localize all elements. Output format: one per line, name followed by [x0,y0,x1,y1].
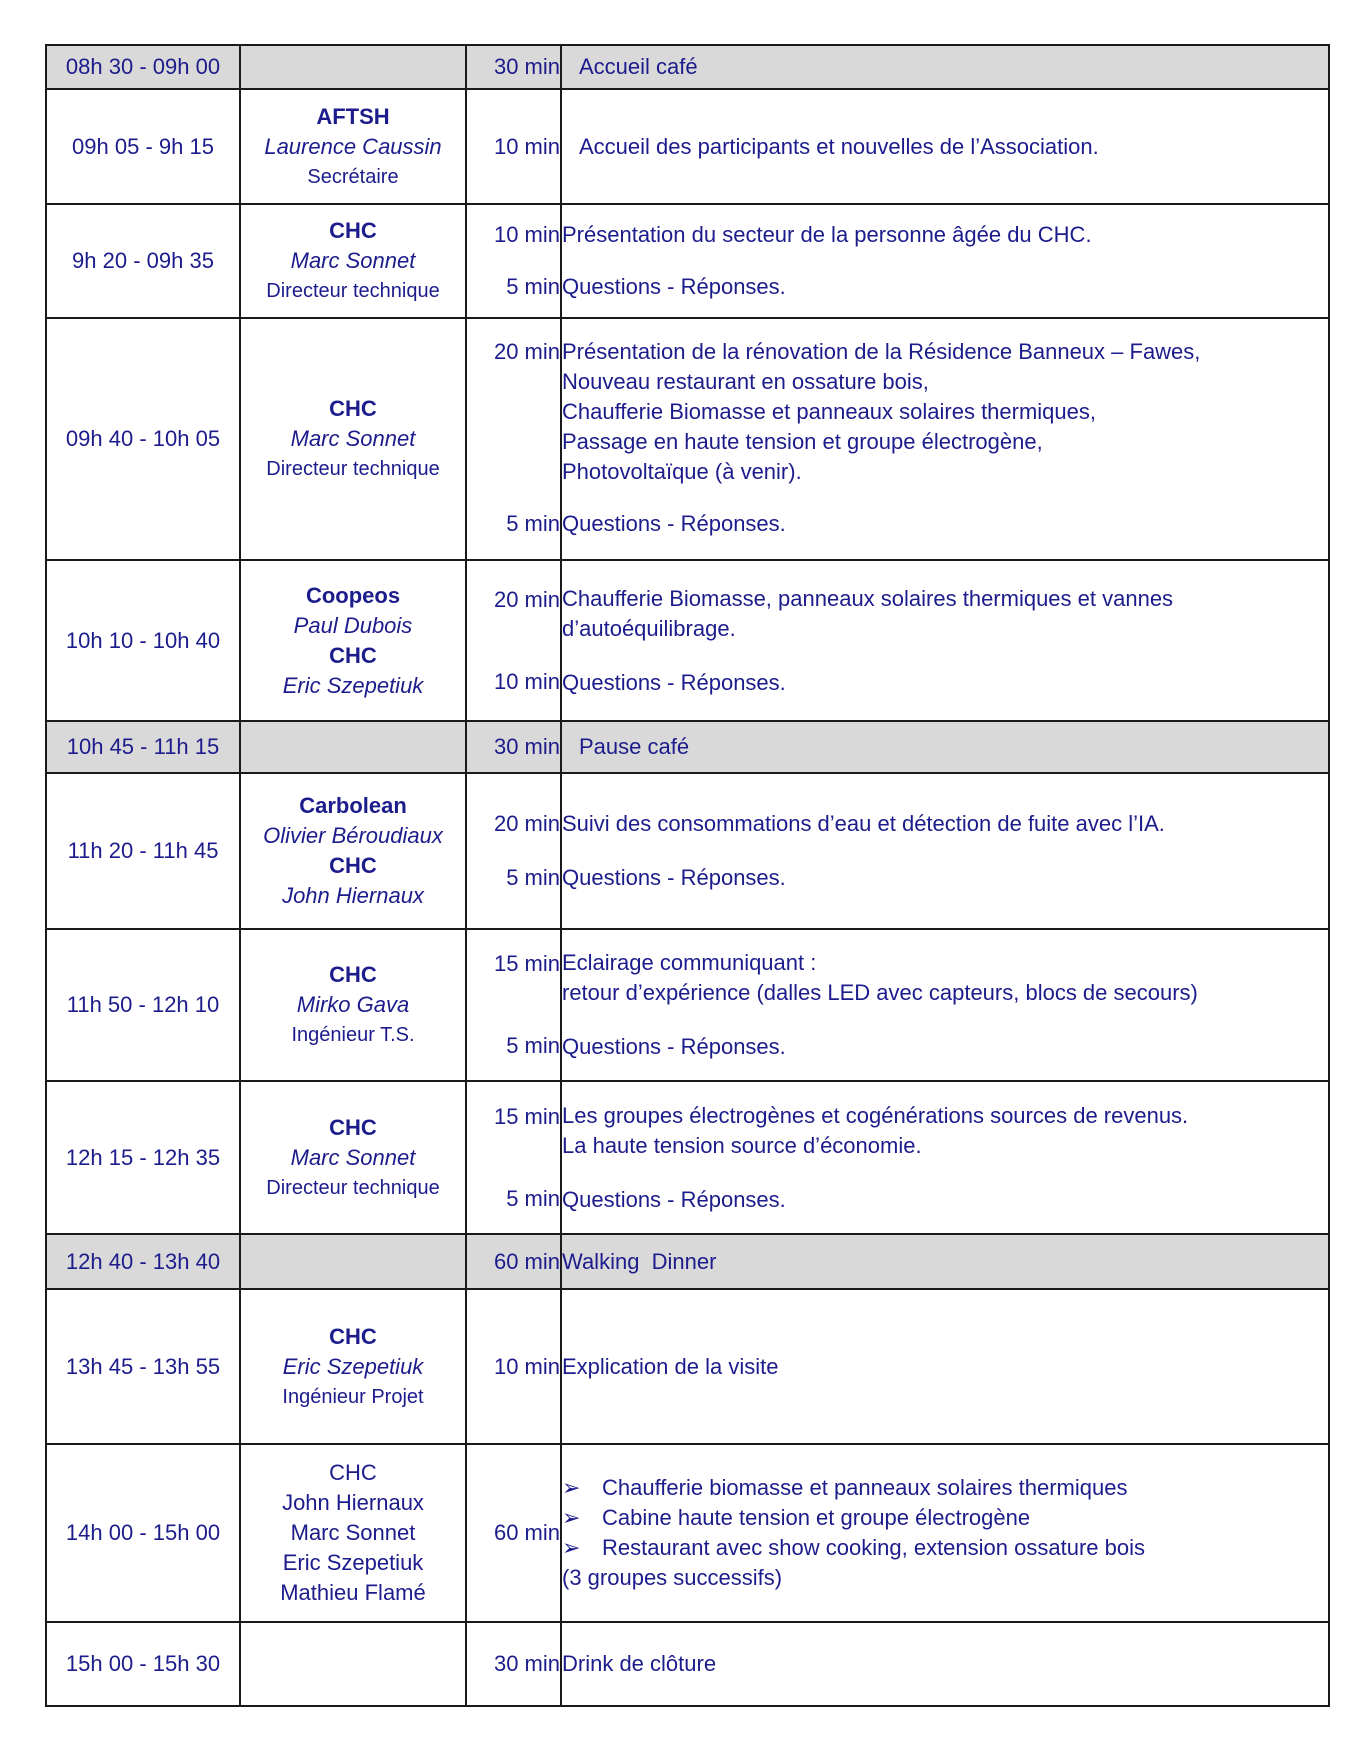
speaker-name: Marc Sonnet [290,248,416,273]
activity-text: Suivi des consommations d’eau et détection de fuite avec l’IA. [562,811,1165,836]
duration-value: 5 min [506,511,560,536]
bullet-item: ➢ Restaurant avec show cooking, extension ossature bois [562,1533,1328,1563]
activity-line: Passage en haute tension et groupe électrogène, [562,429,1043,454]
speaker-name: Eric Szepetiuk [282,672,424,698]
activity-text: Questions - Réponses. [562,274,786,299]
time-cell: 10h 45 - 11h 15 [46,721,240,773]
speaker-name: Paul Dubois [293,612,413,638]
speaker-cell [240,560,466,721]
duration-cell [466,204,561,318]
bullet-item: ➢ Chaufferie biomasse et panneaux solaires thermiques [562,1473,1328,1503]
agenda-row [46,1081,1329,1234]
activity-cell [561,560,1329,721]
speaker-cell [240,1444,466,1622]
time-cell: 09h 40 - 10h 05 [46,318,240,560]
agenda-row [46,721,1329,773]
speaker-name: Eric Szepetiuk [282,1550,424,1575]
speaker-org: CHC [329,1323,377,1349]
speaker-role: Secrétaire [307,165,399,188]
speaker-role: Ingénieur Projet [282,1385,424,1408]
speaker-org: CHC [329,642,377,668]
duration-cell: 30 min [466,721,561,773]
agenda-row [46,1622,1329,1706]
time-cell: 10h 10 - 10h 40 [46,560,240,721]
arrow-bullet-icon: ➢ [562,1505,581,1530]
duration-value: 15 min [493,1103,560,1129]
activity-cell [561,773,1329,929]
speaker-org: CHC [329,218,377,243]
activity-text: Questions - Réponses. [562,865,786,890]
duration-cell [466,560,561,721]
activity-line: Eclairage communiquant : [562,950,817,975]
activity-text: Questions - Réponses. [562,1034,786,1059]
speaker-name: Marc Sonnet [290,1520,416,1545]
agenda-row [46,1234,1329,1289]
duration-cell: 30 min [466,1622,561,1706]
speaker-role: Ingénieur T.S. [291,1024,415,1046]
agenda-row [46,204,1329,318]
speaker-org: AFTSH [316,103,390,129]
speaker-org: Coopeos [305,582,401,608]
duration-cell [466,318,561,560]
activity-text: Questions - Réponses. [562,1186,786,1212]
speaker-role: Directeur technique [266,280,440,302]
agenda-row [46,45,1329,89]
speaker-org: Carbolean [299,793,407,818]
activity-line: La haute tension source d’économie. [562,1132,922,1158]
duration-cell [466,1081,561,1234]
agenda-row [46,318,1329,560]
duration-value: 5 min [506,274,560,299]
activity-line: Photovoltaïque (à venir). [562,459,802,484]
speaker-cell [240,721,466,773]
speaker-cell [240,929,466,1081]
speaker-cell [240,89,466,204]
duration-cell: 10 min [466,89,561,204]
speaker-cell [240,45,466,89]
time-cell: 12h 15 - 12h 35 [46,1081,240,1234]
activity-line: Nouveau restaurant en ossature bois, [562,369,929,394]
speaker-name: Olivier Béroudiaux [263,823,443,848]
speaker-role: Directeur technique [266,1176,440,1199]
duration-value: 5 min [506,865,560,890]
duration-cell: 60 min [466,1444,561,1622]
speaker-cell [240,1234,466,1289]
activity-line: d’autoéquilibrage. [562,615,736,641]
agenda-row [46,929,1329,1081]
activity-cell: Pause café [561,721,1329,773]
activity-line: Chaufferie Biomasse et panneaux solaires thermiques, [562,399,1097,424]
agenda-row [46,560,1329,721]
speaker-name: Mathieu Flamé [280,1580,426,1605]
time-cell: 11h 20 - 11h 45 [46,773,240,929]
speaker-cell [240,773,466,929]
duration-value: 5 min [506,1185,560,1211]
speaker-org: CHC [329,962,377,987]
agenda-row [46,1289,1329,1444]
speaker-name: Laurence Caussin [264,133,442,159]
activity-cell: Walking Dinner [561,1234,1329,1289]
activity-cell: Accueil des participants et nouvelles de l’Association. [561,89,1329,204]
duration-value: 5 min [506,1033,560,1058]
activity-text: Questions - Réponses. [562,669,786,695]
speaker-cell [240,1289,466,1444]
speaker-cell [240,204,466,318]
activity-line: Chaufferie Biomasse, panneaux solaires thermiques et vannes [562,585,1174,611]
speaker-role: Directeur technique [266,458,440,480]
duration-cell [466,773,561,929]
time-cell: 14h 00 - 15h 00 [46,1444,240,1622]
agenda-row [46,773,1329,929]
duration-value: 20 min [493,339,560,364]
speaker-name: Marc Sonnet [290,1144,416,1170]
speaker-org: CHC [329,1114,377,1140]
activity-line: retour d’expérience (dalles LED avec capteurs, blocs de secours) [562,980,1198,1005]
time-cell: 15h 00 - 15h 30 [46,1622,240,1706]
time-cell: 09h 05 - 9h 15 [46,89,240,204]
activity-text: Présentation du secteur de la personne âgée du CHC. [562,222,1092,247]
agenda-row [46,1444,1329,1622]
activity-text: Questions - Réponses. [562,511,786,536]
speaker-name: John Hiernaux [282,883,424,908]
activity-line: Les groupes électrogènes et cogénérations sources de revenus. [562,1102,1189,1128]
speaker-cell [240,1081,466,1234]
activity-cell [561,204,1329,318]
activity-cell: Drink de clôture [561,1622,1329,1706]
duration-cell: 30 min [466,45,561,89]
duration-value: 10 min [493,222,560,247]
arrow-bullet-icon: ➢ [562,1535,581,1560]
speaker-name: John Hiernaux [282,1490,424,1515]
speaker-name: Eric Szepetiuk [282,1353,424,1379]
duration-value: 20 min [493,586,560,612]
duration-value: 20 min [493,811,560,836]
time-cell: 9h 20 - 09h 35 [46,204,240,318]
speaker-org: CHC [329,396,377,421]
speaker-cell [240,318,466,560]
time-cell: 13h 45 - 13h 55 [46,1289,240,1444]
agenda-row [46,89,1329,204]
speaker-name: Mirko Gava [296,992,410,1017]
activity-cell [561,1444,1329,1622]
arrow-bullet-icon: ➢ [562,1475,581,1500]
activity-cell: Accueil café [561,45,1329,89]
time-cell: 11h 50 - 12h 10 [46,929,240,1081]
duration-value: 10 min [493,668,560,694]
duration-value: 15 min [493,951,560,976]
time-cell: 12h 40 - 13h 40 [46,1234,240,1289]
activity-cell [561,1081,1329,1234]
time-cell: 08h 30 - 09h 00 [46,45,240,89]
activity-line: Présentation de la rénovation de la Résidence Banneux – Fawes, [562,339,1201,364]
duration-cell: 60 min [466,1234,561,1289]
bullet-note: (3 groupes successifs) [562,1565,783,1590]
activity-cell [561,929,1329,1081]
speaker-org: CHC [329,853,377,878]
duration-cell: 10 min [466,1289,561,1444]
speaker-cell [240,1622,466,1706]
activity-cell [561,318,1329,560]
speaker-org: CHC [329,1460,377,1485]
activity-cell: Explication de la visite [561,1289,1329,1444]
duration-cell [466,929,561,1081]
speaker-name: Marc Sonnet [290,426,416,451]
bullet-item: ➢ Cabine haute tension et groupe électrogène [562,1503,1328,1533]
agenda-table [45,44,1330,1707]
